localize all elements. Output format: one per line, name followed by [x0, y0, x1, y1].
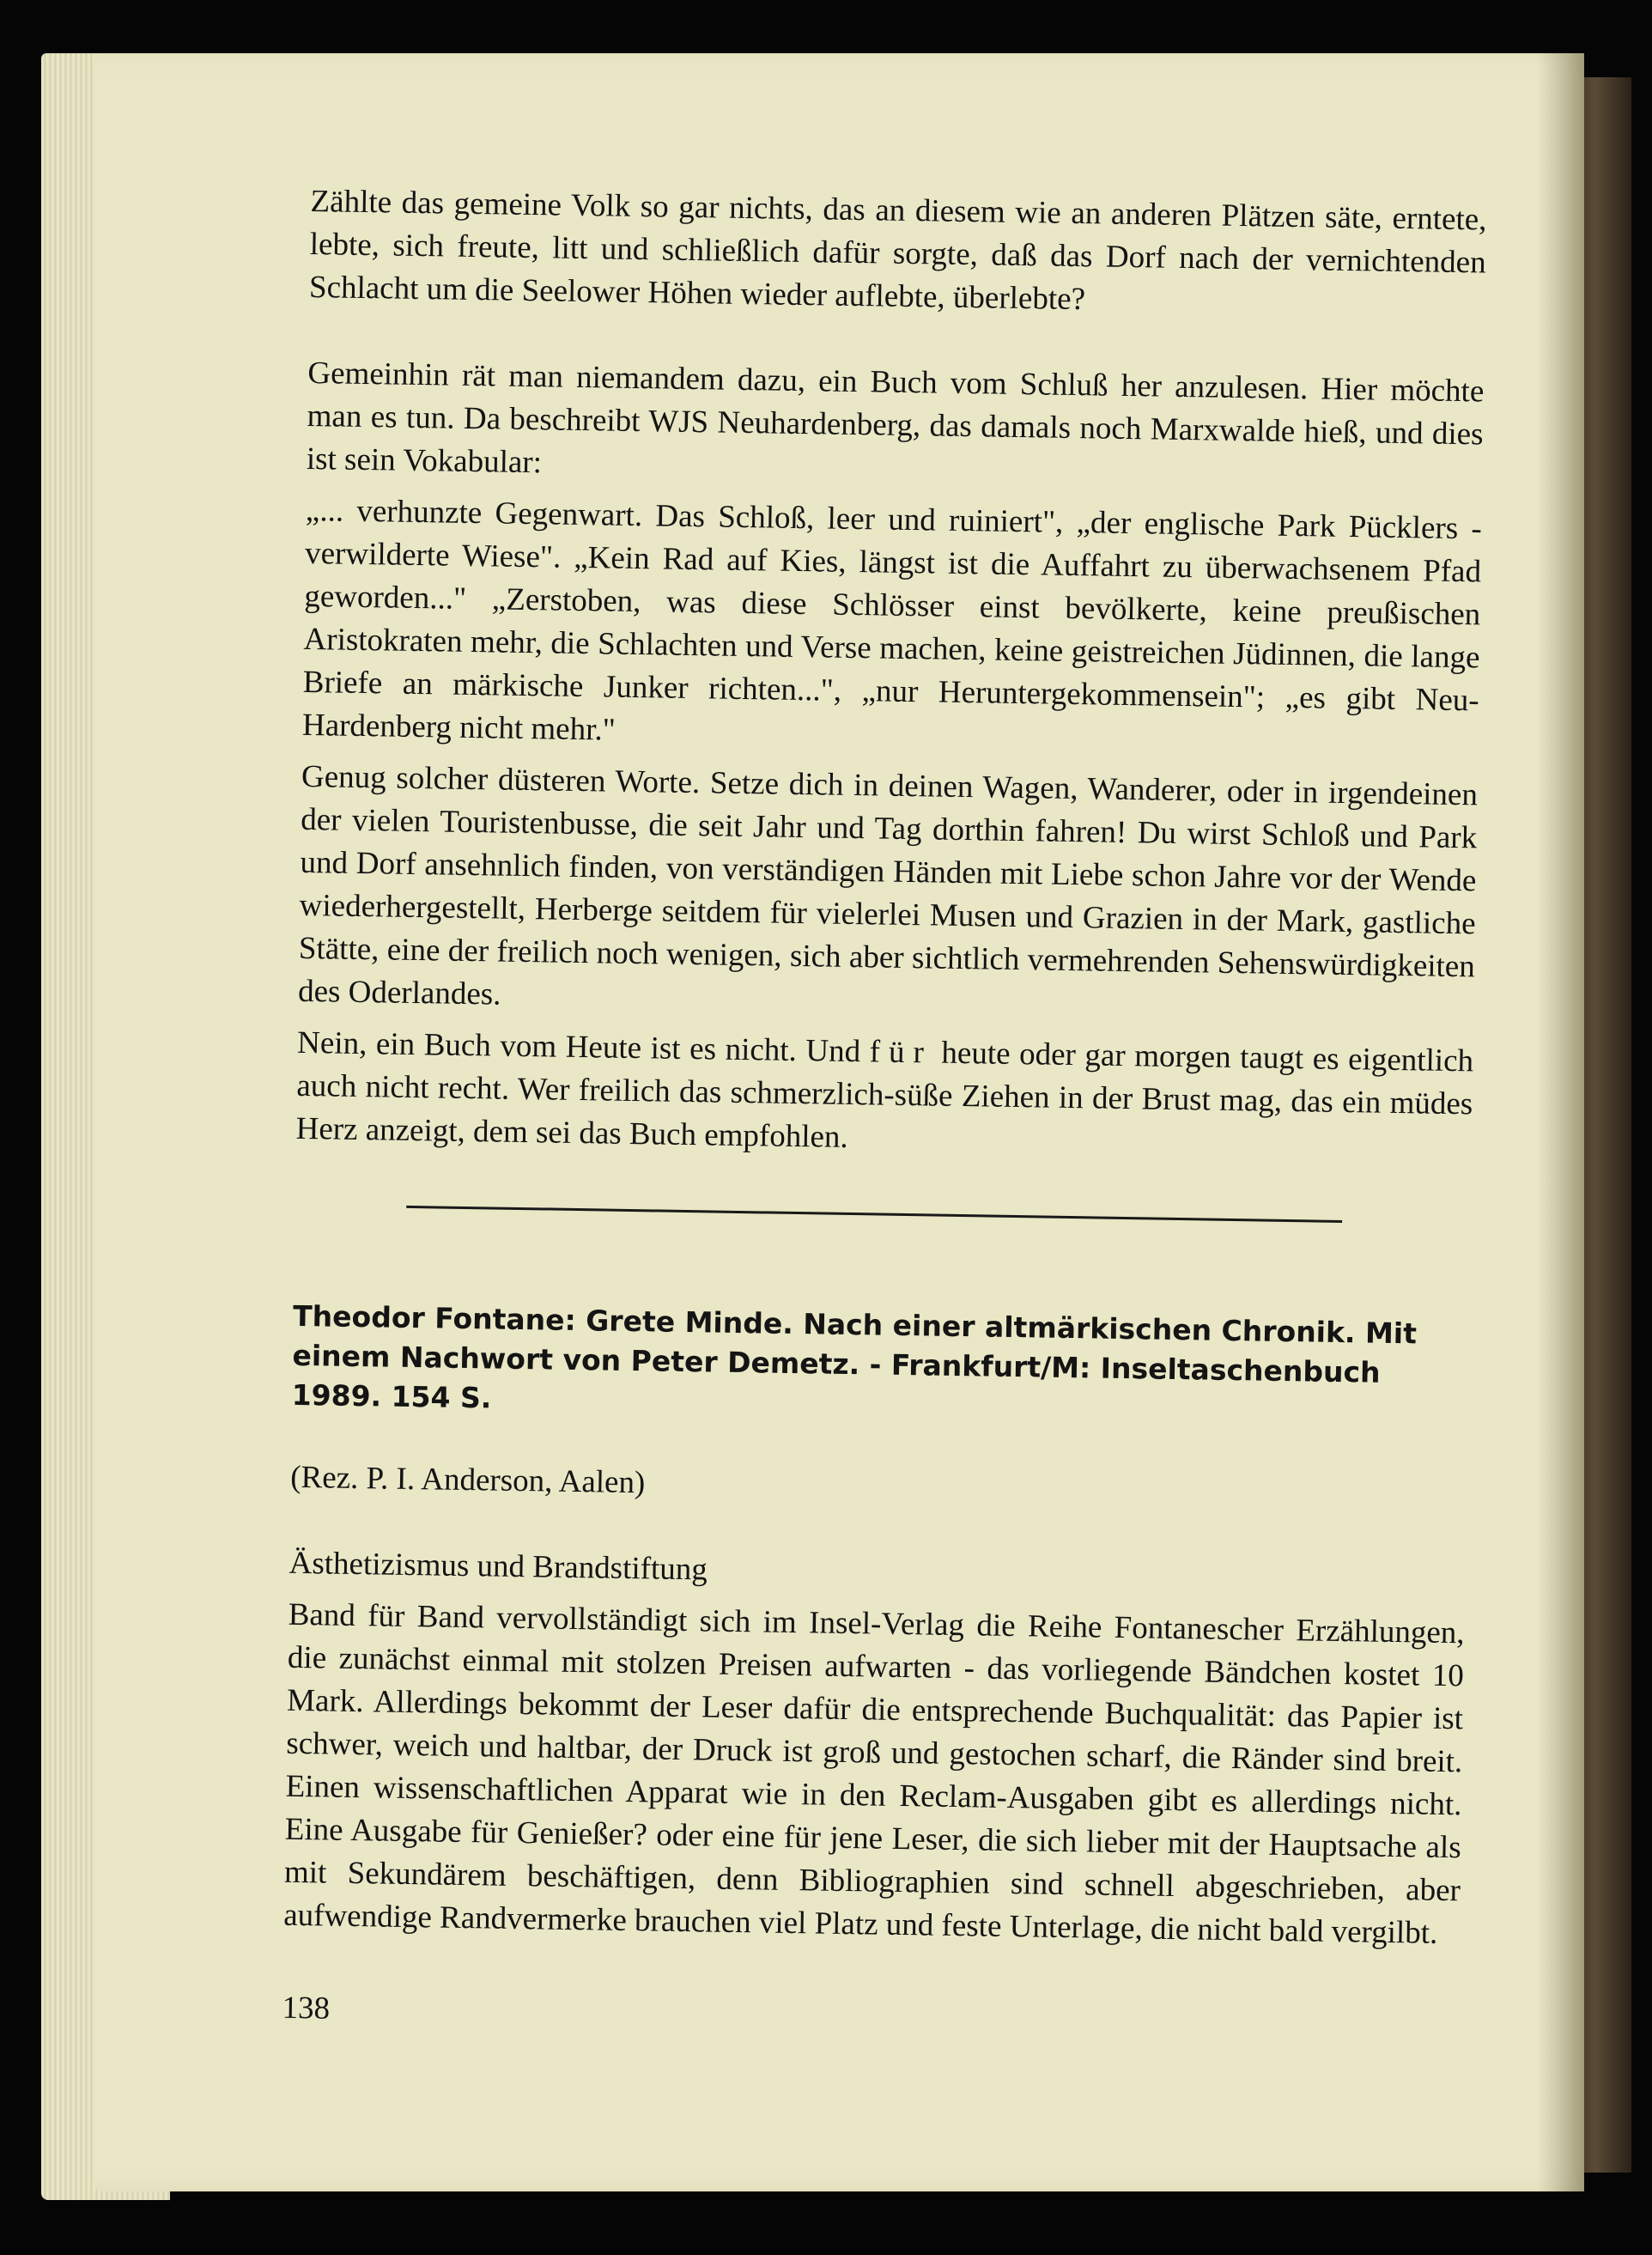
book-reference-heading: Theodor Fontane: Grete Minde. Nach einer altmärkischen Chronik. Mit einem Nachwort von Peter Demetz. - Frankfurt/M: Inseltaschenbuch 1989. 154 S.: [291, 1298, 1418, 1415]
review-subheading: Ästhetizismus und Brandstiftung: [288, 1545, 708, 1588]
page-gutter-shadow: [1537, 53, 1584, 2191]
review-paragraph: Band für Band vervollständigt sich im Insel-Verlag die Reihe Fontanescher Erzählungen, die zunächst einmal mit stolzen Preisen aufwarten - das vorliegende Bändchen kostet 10 Mark. Allerdings bekommt der Leser dafür die entsprechende Buchqualität: das Papier ist schwer, weich und haltbar, der Druck ist groß und gestochen scharf, die Ränder sind breit. Einen wissenschaftlichen Apparat wie in den Reclam-Ausgaben gibt es allerdings nicht. Eine Ausgabe für Genießer? oder eine für jene Leser, die sich lieber mit der Hauptsache als mit Sekundärem beschäftigen, denn Bibliographien sind schnell abgeschrieben, aber aufwendige Randvermerke brauchen viel Platz und feste Unterlage, die nicht bald vergilbt.: [282, 1596, 1465, 1951]
reviewer-line: (Rez. P. I. Anderson, Aalen): [289, 1459, 646, 1501]
spaced-emphasis: für: [869, 1034, 933, 1071]
paragraph-1: Zählte das gemeine Volk so gar nichts, das an diesem wie an anderen Plätzen säte, erntete, lebte, sich freute, litt und schließlich dafür sorgte, daß das Dorf nach der vernichtenden Schlacht um die Seelower Höhen wieder auflebte, überlebte?: [308, 183, 1487, 318]
paragraph-4: Genug solcher düsteren Worte. Setze dich in deinen Wagen, Wanderer, oder in irgendeinen der vielen Touristenbusse, die seit Jahr und Tag dorthin fahren! Du wirst Schloß und Park und Dorf ansehnlich finden, von verständigen Händen mit Liebe schon Jahre vor der Wende wiederhergestellt, Herberge seitdem für vielerlei Musen und Grazien in der Mark, gastliche Stätte, eine der freilich noch wenigen, sich aber sichtlich vermehrenden Sehenswürdigkeiten des Oderlandes.: [297, 758, 1479, 1012]
quote-paragraph: „... verhunzte Gegenwart. Das Schloß, leer und ruiniert", „der englische Park Pücklers - verwilderte Wiese". „Kein Rad auf Kies, längst ist die Auffahrt zu überwachsenem Pfad geworden..." „Zerstoben, was diese Schlösser einst bevölkerte, keine preußischen Aristokraten mehr, die Schlachten und Verse machen, keine geistreichen Jüdinnen, die lange Briefe an märkische Junker richten...", „nur Heruntergekommensein"; „es gibt Neu-Hardenberg nicht mehr.": [301, 492, 1483, 748]
section-divider: [406, 1206, 1342, 1223]
paragraph-5: [295, 1022, 1473, 1170]
paragraph-5-start: Nein, ein Buch vom Heute ist es nicht. Und: [296, 1024, 871, 1070]
page-text-block: [282, 180, 1487, 2048]
page-number: 138: [282, 1990, 331, 2027]
paragraph-5-end: heute oder gar morgen taugt es eigentlich auch nicht recht. Wer freilich das schmerzlich-süße Ziehen in der Brust mag, das ein müdes Herz anzeigt, dem sei das Buch empfohlen.: [295, 1035, 1474, 1155]
paragraph-2: Gemeinhin rät man niemandem dazu, ein Buch vom Schluß her anzulesen. Hier möchte man es tun. Da beschreibt WJS Neuhardenberg, das damals noch Marxwalde hieß, und dies ist sein Vokabular:: [306, 355, 1485, 481]
